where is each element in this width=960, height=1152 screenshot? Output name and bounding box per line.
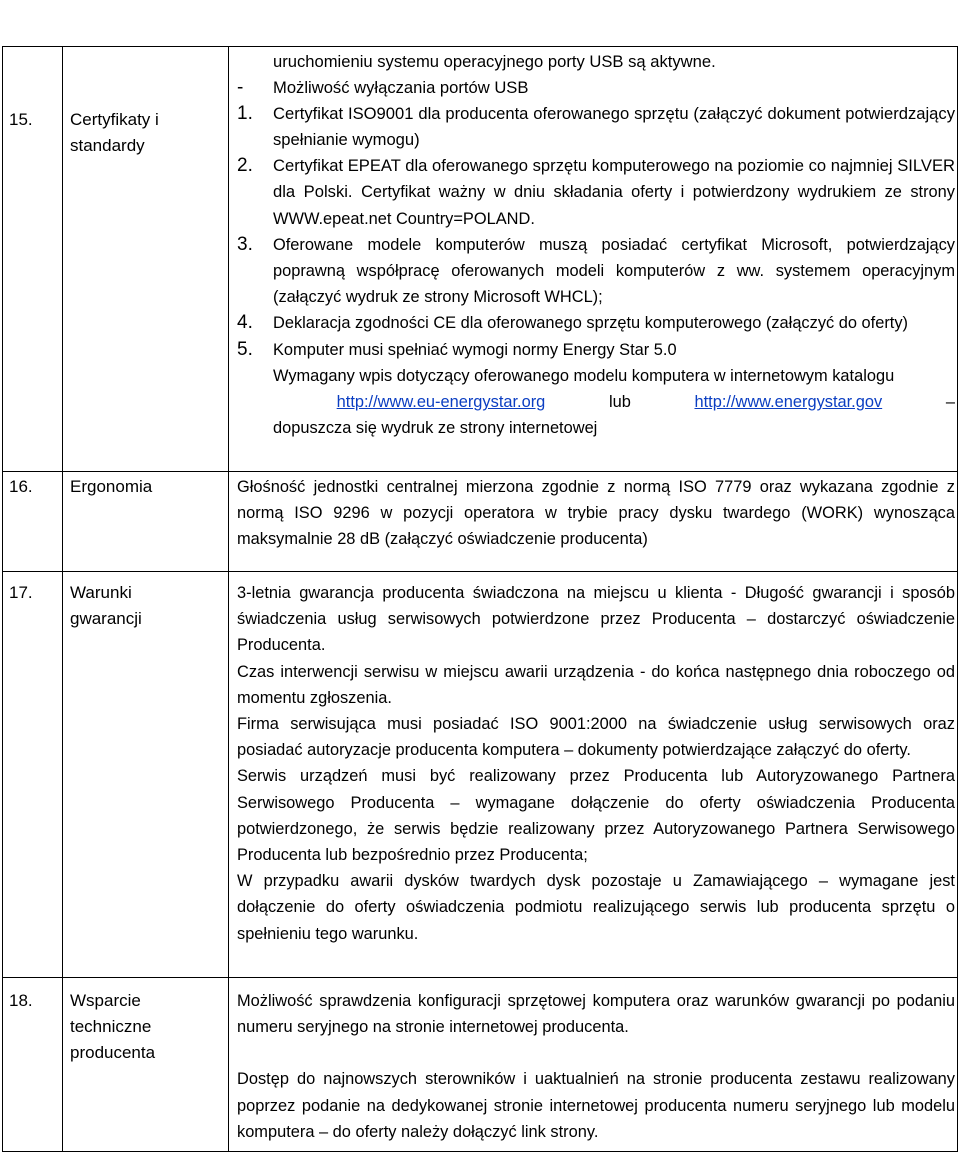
spec-table [2, 46, 958, 1152]
list-item: uruchomieniu systemu operacyjnego porty USB są aktywne. [273, 52, 716, 71]
row-name: Ergonomia [70, 477, 153, 496]
row-number: 16. [9, 477, 33, 496]
row-content-cell [229, 47, 958, 472]
list-item: 1. Certyfikat ISO9001 dla producenta oferowanego sprzętu (załączyć dokument potwierdzający spełnianie wymogu) [237, 103, 955, 150]
row-content-cell [229, 572, 958, 978]
row-number-cell [3, 572, 63, 978]
ergonomics-text: Głośność jednostki centralnej mierzona zgodnie z normą ISO 7779 oraz wykazana zgodnie z normą ISO 9296 w pozycji operatora w trybie pracy dysku twardego (WORK) wynosząca maksymalnie 28 dB (załączyć oświadczenie producenta) [237, 478, 955, 549]
row-number-cell [3, 47, 63, 472]
row-name: Wsparcie techniczne producenta [70, 991, 156, 1062]
row-name-cell [63, 572, 229, 978]
table-row [3, 572, 958, 978]
row-number: 18. [9, 991, 33, 1010]
list-item: - Możliwość wyłączania portów USB [237, 77, 529, 99]
row-name: Certyfikaty i standardy [70, 110, 159, 155]
row-name-cell [63, 47, 229, 472]
certificates-list [229, 47, 957, 448]
row-number-cell [3, 472, 63, 572]
energystar-link[interactable]: http://www.energystar.gov [694, 393, 883, 412]
row-name-cell [63, 472, 229, 572]
eu-energystar-link[interactable]: http://www.eu-energystar.org [336, 393, 546, 412]
row-number: 17. [9, 583, 33, 602]
row-number-cell [3, 978, 63, 1152]
warranty-text: 3-letnia gwarancja producenta świadczona na miejscu u klienta - Długość gwarancji i sposób świadczenia usług serwisowych potwierdzone przez Producenta – dostarczyć oświadczenie Producenta. Czas interwencji serwisu w miejscu awarii urządzenia - do końca następnego dnia roboczego od momentu zgłoszenia. Firma serwisująca musi posiadać ISO 9001:2000 na świadczenie usług serwisowych oraz posiadać autoryzacje producenta komputera – dokumenty potwierdzające załączyć do oferty. Serwis urządzeń musi być realizowany przez Producenta lub Autoryzowanego Partnera Serwisowego Producenta – wymagane dołączenie do oferty oświadczenia Producenta potwierdzonego, że serwis będzie realizowany przez Autoryzowanego Partnera Serwisowego Producenta lub bezpośrednio przez Producenta; W przypadku awarii dysków twardych dysk pozostaje u Zamawiającego – wymagane jest dołączenie do oferty oświadczenia podmiotu realizującego serwis lub producenta sprzętu o spełnieniu tego warunku. [237, 584, 955, 943]
row-name-cell [63, 978, 229, 1152]
list-item: 5. Komputer musi spełniać wymogi normy Energy Star 5.0 Wymagany wpis dotyczący oferowanego modelu komputera w internetowym katalogu http://www.eu-energystar.org lub http://www.energystar.gov – dopuszcza się wydruk ze strony internetowej [237, 338, 955, 438]
list-item: 4. Deklaracja zgodności CE dla oferowanego sprzętu komputerowego (załączyć do oferty) [237, 312, 909, 334]
table-row [3, 978, 958, 1152]
row-content-cell [229, 472, 958, 572]
row-number: 15. [9, 110, 33, 129]
support-text: Możliwość sprawdzenia konfiguracji sprzętowej komputera oraz warunków gwarancji po podaniu numeru seryjnego na stronie internetowej producenta. Dostęp do najnowszych sterowników i uaktualnień na stronie producenta zestawu realizowany poprzez podanie na dedykowanej stronie internetowej producenta numeru seryjnego lub modelu komputera – do oferty należy dołączyć link strony. [237, 992, 955, 1141]
row-name: Warunki gwarancji [70, 583, 142, 628]
row-content-cell [229, 978, 958, 1152]
list-item: 3. Oferowane modele komputerów muszą posiadać certyfikat Microsoft, potwierdzający poprawną współpracę oferowanych modeli komputerów z ww. systemem operacyjnym (załączyć wydruk ze strony Microsoft WHCL); [237, 233, 955, 307]
list-item: 2. Certyfikat EPEAT dla oferowanego sprzętu komputerowego na poziomie co najmniej SILVER dla Polski. Certyfikat ważny w dniu składania oferty i potwierdzony wydrukiem ze strony WWW.epeat.net Country=POLAND. [237, 155, 955, 228]
table-row [3, 47, 958, 472]
table-row [3, 472, 958, 572]
